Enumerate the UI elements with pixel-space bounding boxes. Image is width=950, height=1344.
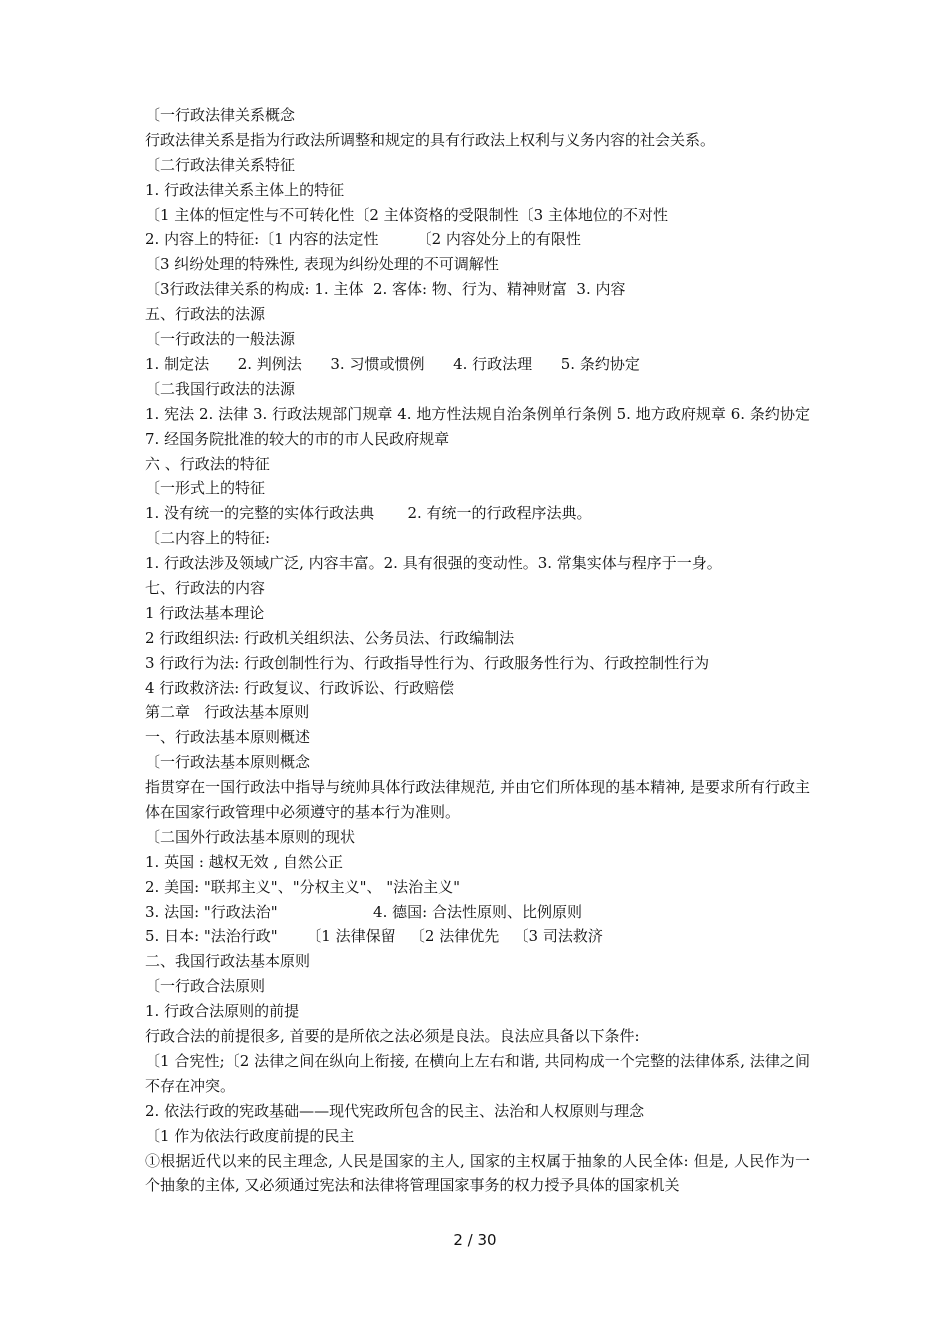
text-line: 1 行政法基本理论 [145,603,265,622]
text-paragraph: 〔1 合宪性;〔2 法律之间在纵向上衔接, 在横向上左右和谐, 共同构成一个完整的法律体系, 法律之间不存在冲突。 [145,1051,810,1095]
text-line: 1. 行政法涉及领域广泛, 内容丰富。2. 具有很强的变动性。3. 常集实体与程序于一身。 [145,554,722,573]
text-line: 〔一行政合法原则 [145,977,266,996]
section-heading: 二、我国行政法基本原则 [145,952,311,971]
section-heading: 七、行政法的内容 [145,578,266,597]
text-paragraph: 指贯穿在一国行政法中指导与统帅具体行政法律规范, 并由它们所体现的基本精神, 是要求所有行政主体在国家行政管理中必须遵守的基本行为准则。 [145,778,810,821]
text-line: 〔一行政法律关系概念 [145,106,296,124]
document-body [145,103,810,1198]
chapter-heading: 第二章 行政法基本原则 [145,703,310,722]
text-line: 〔一行政法基本原则概念 [145,753,311,772]
text-line: 2. 依法行政的宪政基础——现代宪政所包含的民主、法治和人权原则与理念 [145,1101,645,1120]
text-line: 〔二内容上的特征: [145,529,271,548]
text-line: 1. 没有统一的完整的实体行政法典 2. 有统一的行政程序法典。 [145,504,592,523]
text-line: 2. 内容上的特征:〔1 内容的法定性 〔2 内容处分上的有限性 [145,230,581,249]
text-line: 1. 行政法律关系主体上的特征 [145,180,345,199]
text-line: 〔一行政法的一般法源 [145,330,296,349]
text-line: 3 行政行为法: 行政创制性行为、行政指导性行为、行政服务性行为、行政控制性行为 [145,653,710,672]
text-line: 2. 美国: "联邦主义"、"分权主义"、 "法治主义" [145,877,461,896]
text-line: 4 行政救济法: 行政复议、行政诉讼、行政赔偿 [145,678,455,697]
text-line: 3. 法国: "行政法治" 4. 德国: 合法性原则、比例原则 [145,902,582,921]
text-line: 1. 英国 : 越权无效 , 自然公正 [145,852,343,871]
text-line: 〔二我国行政法的法源 [145,379,296,398]
text-line: 2 行政组织法: 行政机关组织法、公务员法、行政编制法 [145,628,515,647]
text-line: 5. 日本: "法治行政" 〔1 法律保留 〔2 法律优先 〔3 司法救济 [145,927,603,946]
section-heading: 一、行政法基本原则概述 [145,728,311,747]
text-line: 〔3 纠纷处理的特殊性, 表现为纠纷处理的不可调解性 [145,255,499,274]
text-line: 1. 制定法 2. 判例法 3. 习惯或惯例 4. 行政法理 5. 条约协定 [145,354,640,373]
section-heading: 六 、行政法的特征 [145,454,270,473]
text-line: 〔一形式上的特征 [145,479,266,498]
section-heading: 五、行政法的法源 [145,305,266,324]
text-paragraph: ①根据近代以来的民主理念, 人民是国家的主人, 国家的主权属于抽象的人民全体: 但是, 人民作为一个抽象的主体, 又必须通过宪法和法律将管理国家事务的权力授予具体的国家机关 [145,1151,810,1195]
text-line: 〔1 主体的恒定性与不可转化性〔2 主体资格的受限制性〔3 主体地位的不对性 [145,205,668,224]
text-paragraph: 1. 宪法 2. 法律 3. 行政法规部门规章 4. 地方性法规自治条例单行条例 5. 地方政府规章 6. 条约协定 7. 经国务院批准的较大的市的市人民政府规章 [145,404,810,448]
page-number: 2 / 30 [453,1231,497,1249]
text-line: 〔二行政法律关系特征 [145,155,296,174]
text-line: 1. 行政合法原则的前提 [145,1002,300,1021]
text-line: 〔3行政法律关系的构成: 1. 主体 2. 客体: 物、行为、精神财富 3. 内容 [145,280,626,299]
text-line: 〔1 作为依法行政度前提的民主 [145,1126,355,1145]
text-line: 行政合法的前提很多, 首要的是所依之法必须是良法。良法应具备以下条件: [145,1027,640,1046]
text-line: 〔二国外行政法基本原则的现状 [145,827,356,846]
text-line: 行政法律关系是指为行政法所调整和规定的具有行政法上权利与义务内容的社会关系。 [145,130,716,149]
